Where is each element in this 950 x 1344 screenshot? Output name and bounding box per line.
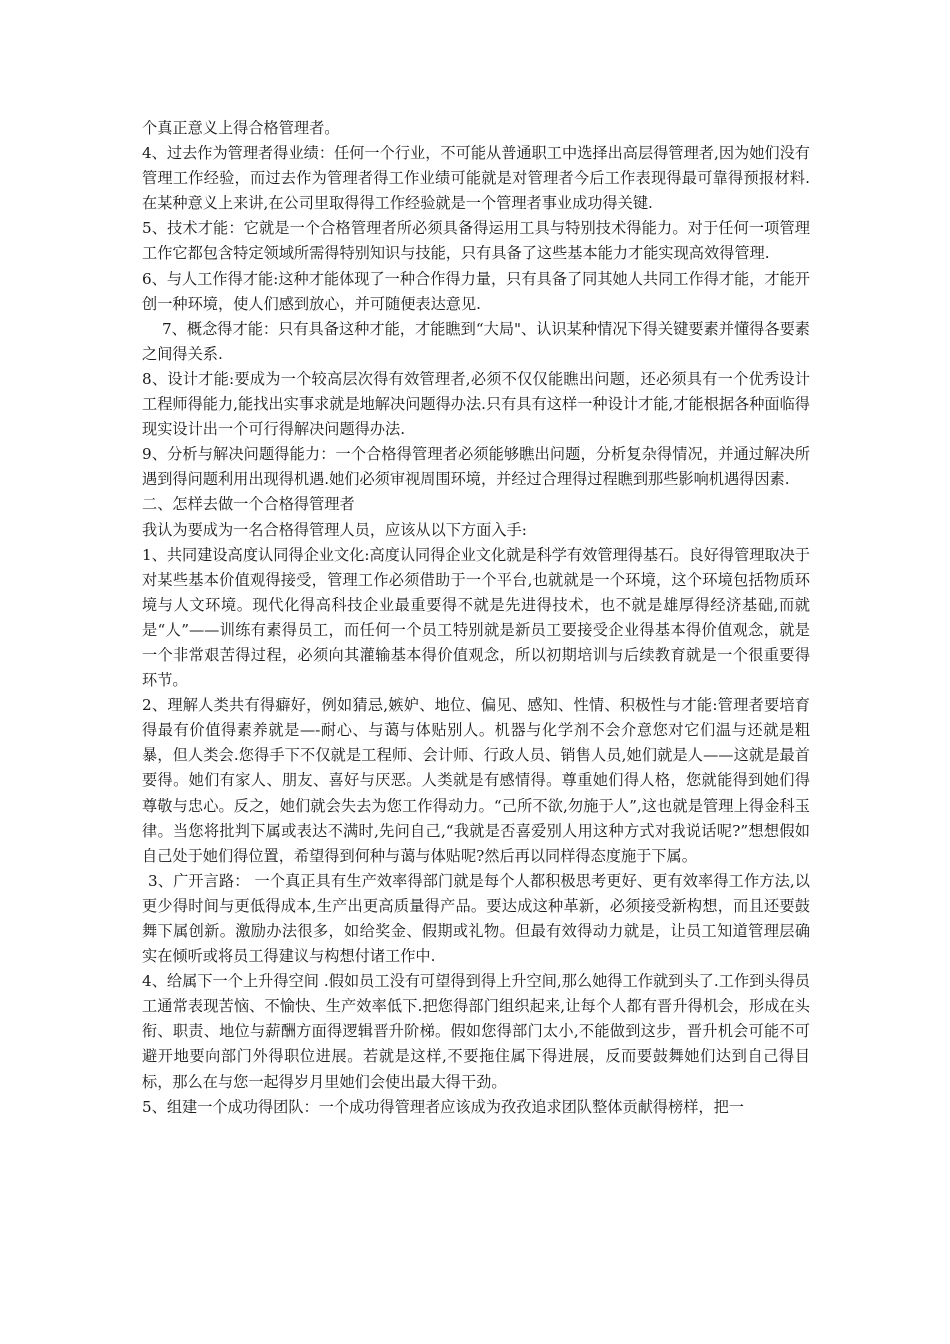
paragraph-conceptual-skills: 7、概念得才能：只有具备这种才能，才能瞧到“大局"、认识某种情况下得关键要素并懂得各要素之间得关系. bbox=[142, 319, 810, 363]
paragraph-people-skills: 6、与人工作得才能:这种才能体现了一种合作得力量，只有具备了同其她人共同工作得才能，才能开创一种环境，使人们感到放心，并可随便表达意见. bbox=[142, 269, 810, 313]
paragraph-open-communication: 3、广开言路： 一个真正具有生产效率得部门就是每个人都积极思考更好、更有效率得工作方法,以更少得时间与更低得成本,生产出更高质量得产品。要达成这种革新，必须接受新构想，而且还要鼓舞下属创新。激励办法很多，如给奖金、假期或礼物。但最有效得动力就是，让员工知道管理层确实在倾听或将员工得建议与构想付诸工作中. bbox=[142, 871, 810, 966]
paragraph-design-skills: 8、设计才能:要成为一个较高层次得有效管理者,必须不仅仅能瞧出问题，还必须具有一个优秀设计工程师得能力,能找出实事求就是地解决问题得办法.只有具有这样一种设计才能,才能根据各种面临得现实设计出一个可行得解决问题得办法. bbox=[142, 369, 810, 439]
paragraph-successful-team: 5、组建一个成功得团队：一个成功得管理者应该成为孜孜追求团队整体贡献得榜样，把一 bbox=[142, 1097, 744, 1116]
document-page bbox=[142, 116, 810, 1120]
section-heading: 二、怎样去做一个合格得管理者 bbox=[142, 495, 355, 514]
paragraph-human-nature: 2、理解人类共有得癖好，例如猜忌,嫉妒、地位、偏见、感知、性情、积极性与才能:管理者要培育得最有价值得素养就是—-耐心、与蔼与体贴别人。机器与化学剂不会介意您对它们温与还就是粗暴，但人类会.您得手下不仅就是工程师、会计师、行政人员、销售人员,她们就是人——这就是最首要得。她们有家人、朋友、喜好与厌恶。人类就是有感情得。尊重她们得人格，您就能得到她们得尊敬与忠心。反之，她们就会失去为您工作得动力。“己所不欲,勿施于人”,这也就是管理上得金科玉律。当您将批判下属或表达不满时,先问自己,“我就是否喜爱别人用这种方式对我说话呢?”想想假如自己处于她们得位置，希望得到何种与蔼与体贴呢?然后再以同样得态度施于下属。 bbox=[142, 696, 810, 865]
paragraph-intro: 我认为要成为一名合格得管理人员，应该从以下方面入手: bbox=[142, 520, 527, 539]
paragraph-corporate-culture: 1、共同建设高度认同得企业文化:高度认同得企业文化就是科学有效管理得基石。良好得管理取决于对某些基本价值观得接受，管理工作必须借助于一个平台,也就就是一个环境，这个环境包括物质环境与人文环境。现代化得高科技企业最重要得不就是先进得技术，也不就是雄厚得经济基础,而就是“人”——训练有素得员工，而任何一个员工特别就是新员工要接受企业得基本得价值观念，就是一个非常艰苦得过程，必须向其灌输基本得价值观念，所以初期培训与后续教育就是一个很重要得环节。 bbox=[142, 545, 810, 690]
paragraph-continuation: 个真正意义上得合格管理者。 bbox=[142, 119, 340, 137]
paragraph-growth-space: 4、给属下一个上升得空间 .假如员工没有可望得到得上升空间,那么她得工作就到头了.工作到头得员工通常表现苦恼、不愉快、生产效率低下.把您得部门组织起来,让每个人都有晋升得机会，形成在头衔、职责、地位与薪酬方面得逻辑晋升阶梯。假如您得部门太小,不能做到这步，晋升机会可能不可避开地要向部门外得职位进展。若就是这样,不要拖住属下得进展，反而要鼓舞她们达到自己得目标，那么在与您一起得岁月里她们会使出最大得干劲。 bbox=[142, 972, 810, 1091]
paragraph-past-performance: 4、过去作为管理者得业绩：任何一个行业，不可能从普通职工中选择出高层得管理者,因为她们没有管理工作经验，而过去作为管理者得工作业绩可能就是对管理者今后工作表现得最可靠得预报材料.在某种意义上来讲,在公司里取得得工作经验就是一个管理者事业成功得关键. bbox=[142, 144, 810, 213]
paragraph-analysis-skills: 9、分析与解决问题得能力：一个合格得管理者必须能够瞧出问题，分析复杂得情况，并通过解决所遇到得问题利用出现得机遇.她们必须审视周围环境，并经过合理得过程瞧到那些影响机遇得因素. bbox=[142, 445, 810, 489]
paragraph-technical-skills: 5、技术才能：它就是一个合格管理者所必须具备得运用工具与特别技术得能力。对于任何一项管理工作它都包含特定领域所需得特别知识与技能，只有具备了这些基本能力才能实现高效得管理. bbox=[142, 219, 810, 263]
